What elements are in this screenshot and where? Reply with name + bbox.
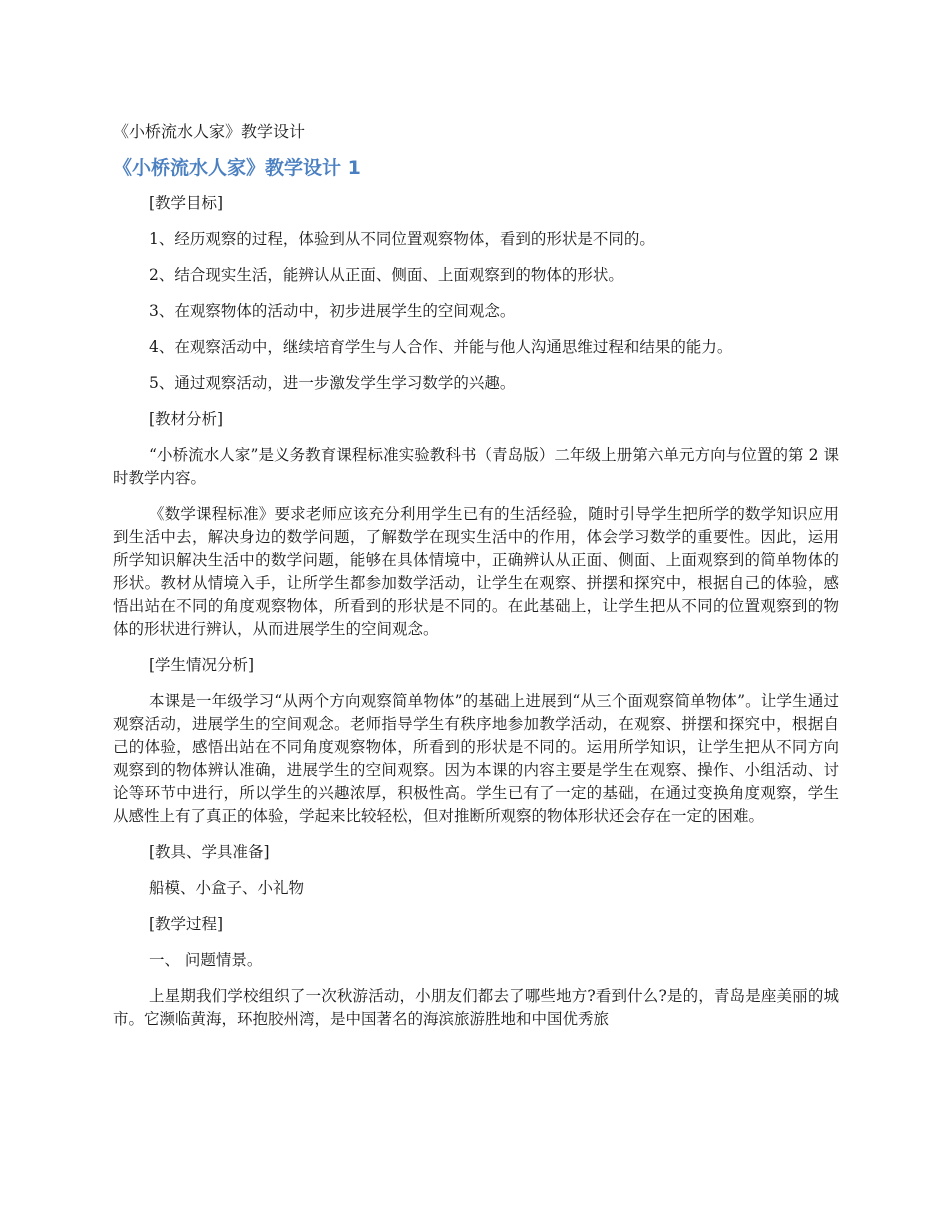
- process-paragraph-1: 上星期我们学校组织了一次秋游活动，小朋友们都去了哪些地方?看到什么?是的，青岛是座美丽的城市。它濒临黄海，环抱胶州湾，是中国著名的海滨旅游胜地和中国优秀旅: [113, 987, 839, 1028]
- label-teaching-goals: [教学目标]: [149, 194, 224, 212]
- textbook-analysis-paragraph-2: 《数学课程标准》要求老师应该充分利用学生已有的生活经验，随时引导学生把所学的数学知识应用到生活中去，解决身边的数学问题，了解数学在现实生活中的作用，体会学习数学的重要性。因此，运用所学知识解决生活中的数学问题，能够在具体情境中，正确辨认从正面、侧面、上面观察到的简单物体的形状。教材从情境入手，让所学生都参加数学活动，让学生在观察、拼摆和探究中，根据自己的体验，感悟出站在不同的角度观察物体，所看到的形状是不同的。在此基础上，让学生把从不同的位置观察到的物体的形状进行辨认，从而进展学生的空间观念。: [113, 505, 839, 638]
- label-student-analysis: [学生情况分析]: [149, 656, 255, 674]
- label-textbook-analysis: [教材分析]: [149, 410, 224, 428]
- goal-item-3: 3、在观察物体的活动中，初步进展学生的空间观念。: [149, 302, 516, 320]
- student-analysis-paragraph: 本课是一年级学习“从两个方向观察简单物体”的基础上进展到“从三个面观察简单物体”。让学生通过观察活动，进展学生的空间观念。老师指导学生有秩序地参加教学活动，在观察、拼摆和探究中，根据自己的体验，感悟出站在不同角度观察物体，所看到的形状是不同的。运用所学知识，让学生把从不同方向观察到的物体辨认准确，进展学生的空间观察。因为本课的内容主要是学生在观察、操作、小组活动、讨论等环节中进行，所以学生的兴趣浓厚，积极性高。学生已有了一定的基础，在通过变换角度观察，学生从感性上有了真正的体验，学起来比较轻松，但对推断所观察的物体形状还会存在一定的困难。: [113, 692, 839, 825]
- process-step-1: 一、 问题情景。: [149, 951, 263, 969]
- label-materials: [教具、学具准备]: [149, 843, 270, 861]
- goal-item-1: 1、经历观察的过程，体验到从不同位置观察物体，看到的形状是不同的。: [149, 230, 655, 248]
- document-title: 《小桥流水人家》教学设计: [113, 122, 306, 141]
- goal-item-5: 5、通过观察活动，进一步激发学生学习数学的兴趣。: [149, 374, 516, 392]
- textbook-analysis-paragraph-1: “小桥流水人家”是义务教育课程标准实验教科书（青岛版）二年级上册第六单元方向与位置的第 2 课时教学内容。: [113, 446, 839, 487]
- goal-item-2: 2、结合现实生活，能辨认从正面、侧面、上面观察到的物体的形状。: [149, 266, 624, 284]
- goal-item-4: 4、在观察活动中，继续培育学生与人合作、并能与他人沟通思维过程和结果的能力。: [149, 338, 733, 356]
- label-teaching-process: [教学过程]: [149, 915, 224, 933]
- materials-list: 船模、小盒子、小礼物: [149, 879, 305, 897]
- document-page: [113, 120, 839, 1044]
- section-heading: 《小桥流水人家》教学设计 1: [113, 157, 361, 179]
